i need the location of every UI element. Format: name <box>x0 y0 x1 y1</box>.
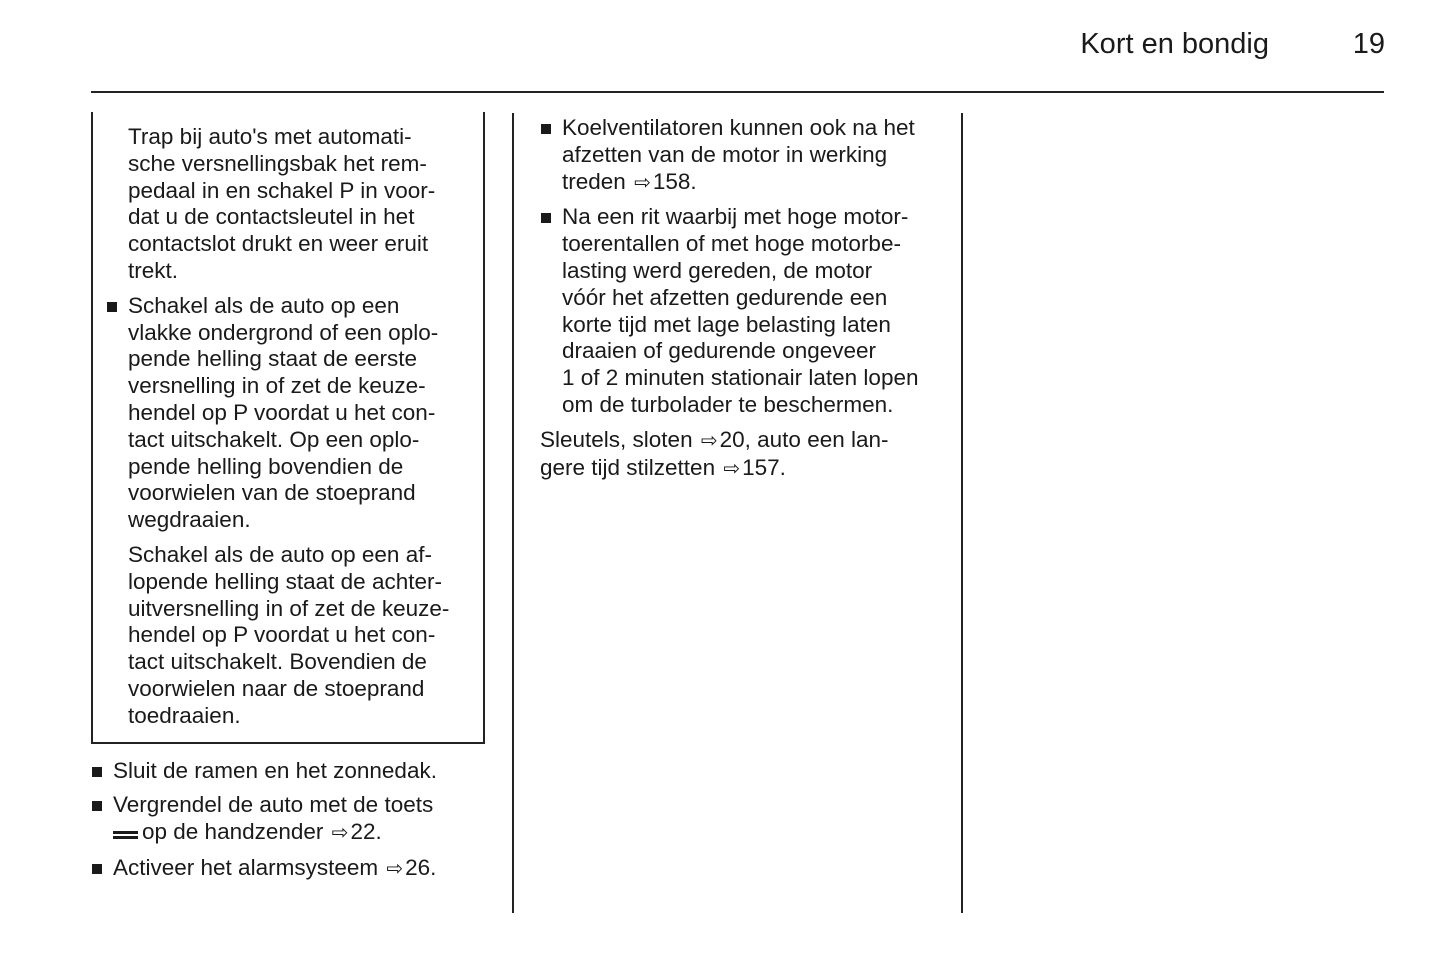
arrow-right-outline-icon: ⇨ <box>634 171 651 194</box>
bullet-cooling-fans: Koelventilatoren kunnen ook na het afzetten van de motor in werking treden ⇨158. <box>540 115 945 196</box>
column-divider <box>961 113 963 913</box>
bullet-lock-car: Vergrendel de auto met de toets op de handzender ⇨22. <box>91 792 485 847</box>
boxed-note <box>91 112 485 744</box>
square-bullet-icon <box>541 124 551 134</box>
arrow-right-outline-icon: ⇨ <box>386 857 404 880</box>
header-rule <box>91 91 1384 93</box>
bullet-turbo: Na een rit waarbij met hoge motor- toerentallen of met hoge motorbe- lasting werd gereden, de motor vóór het afzetten gedurende een korte tijd met lage belasting laten draaien of gedurende ongeveer 1 of 2 minuten stationair laten lopen om de turbolader te beschermen. <box>540 204 945 418</box>
arrow-right-outline-icon: ⇨ <box>700 429 718 452</box>
column-left <box>91 112 485 891</box>
box-bullet-1: Schakel als de auto op een vlakke ondergrond of een oplo- pende helling staat de eerste versnelling in of zet de keuze- hendel op P voordat u het con- tact uitschakelt. Op een oplo- pende helling bovendien de voorwielen van de stoeprand wegdraaien. <box>106 293 469 534</box>
square-bullet-icon <box>92 801 102 811</box>
column-divider <box>512 113 514 913</box>
page-reference-link[interactable]: 22. <box>350 819 382 845</box>
column-middle <box>540 115 945 482</box>
page-reference-link[interactable]: 157. <box>742 454 786 480</box>
page-reference-link[interactable]: 158. <box>652 168 697 194</box>
box-paragraph-2: Schakel als de auto op een af- lopende helling staat de achter- uitversnelling in of zet de keuze- hendel op P voordat u het con- tact uitschakelt. Bovendien de voorwielen naar de stoeprand toedraaien. <box>128 541 450 728</box>
box-paragraph-1: Trap bij auto's met automati- sche versnellingsbak het rem- pedaal in en schakel P in voor- dat u de contactsleutel in het contactslot drukt en weer eruit trekt. <box>128 124 436 283</box>
arrow-right-outline-icon: ⇨ <box>723 457 741 480</box>
square-bullet-icon <box>541 213 551 223</box>
cross-reference-paragraph: Sleutels, sloten ⇨20, auto een lan- gere tijd stilzetten ⇨157. <box>540 427 945 483</box>
bullet-alarm: Activeer het alarmsysteem ⇨26. <box>91 855 485 883</box>
square-bullet-icon <box>92 767 102 777</box>
page-title: Kort en bondig <box>1080 28 1269 60</box>
square-bullet-icon <box>92 864 102 874</box>
page-reference-link[interactable]: 20, auto een lan- <box>719 426 889 452</box>
page-reference-link[interactable]: 26. <box>405 854 437 880</box>
arrow-right-outline-icon: ⇨ <box>331 822 349 845</box>
page-number: 19 <box>1352 28 1385 60</box>
bullet-close-windows: Sluit de ramen en het zonnedak. <box>91 758 485 785</box>
lock-button-icon <box>113 831 138 839</box>
square-bullet-icon <box>107 302 117 312</box>
